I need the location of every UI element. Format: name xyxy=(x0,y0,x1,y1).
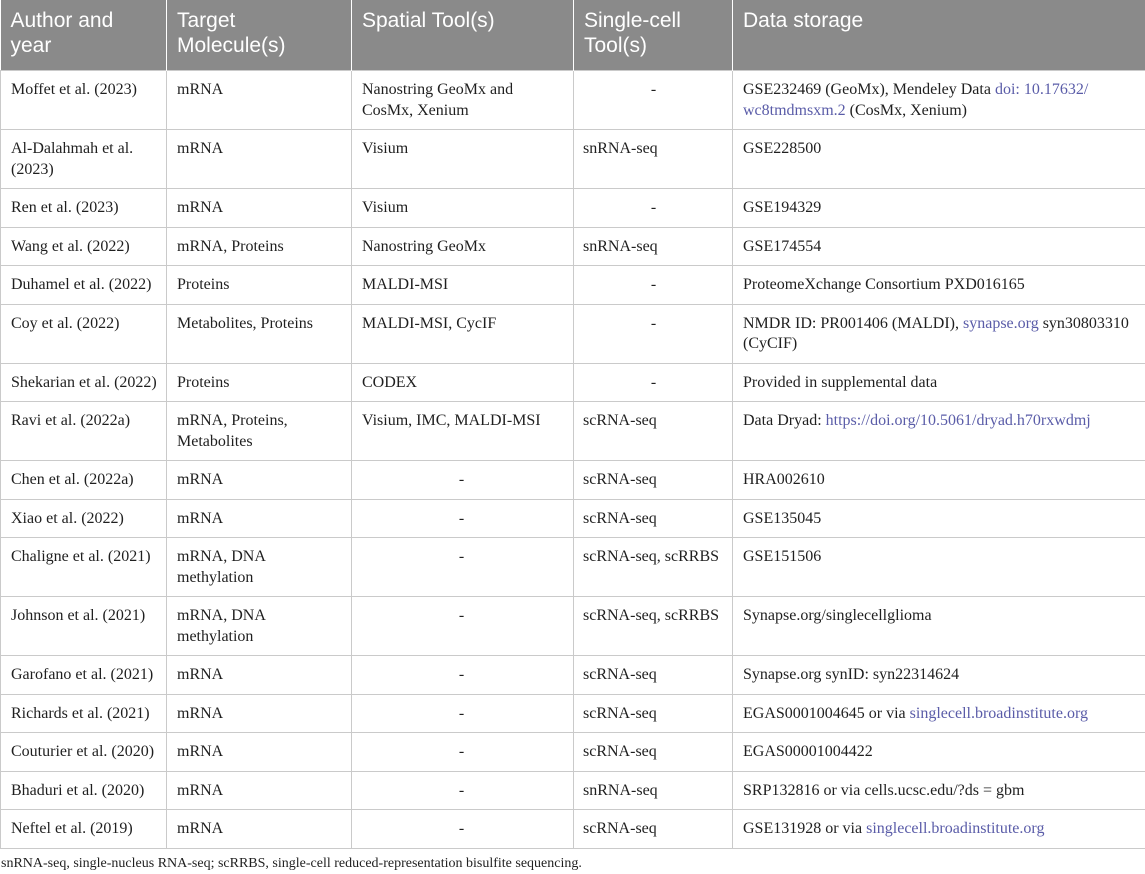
cell-author-year: Bhaduri et al. (2020) xyxy=(1,771,167,810)
storage-text: GSE174554 xyxy=(743,237,822,255)
storage-text: GSE194329 xyxy=(743,199,822,216)
cell-target-molecules: mRNA xyxy=(167,130,352,189)
storage-link[interactable]: singlecell.broadinstitute.org xyxy=(866,820,1045,837)
cell-target-molecules: mRNA xyxy=(167,499,352,538)
cell-single-cell-tools: snRNA-seq xyxy=(574,771,733,810)
cell-target-molecules: mRNA xyxy=(167,733,352,772)
table-row xyxy=(1,227,1145,266)
cell-author-year: Richards et al. (2021) xyxy=(1,694,167,733)
cell-data-storage xyxy=(733,810,1145,849)
cell-author-year: Ravi et al. (2022a) xyxy=(1,402,167,461)
cell-data-storage xyxy=(733,189,1145,228)
table-row xyxy=(1,656,1145,695)
cell-data-storage xyxy=(733,771,1145,810)
cell-target-molecules: mRNA, Proteins, Metabolites xyxy=(167,402,352,461)
table-row xyxy=(1,130,1145,189)
cell-single-cell-tools: scRNA-seq, scRRBS xyxy=(574,538,733,597)
cell-spatial-tools: - xyxy=(352,656,574,695)
storage-text: GSE151506 xyxy=(743,548,822,565)
table-footnote: snRNA-seq, single-nucleus RNA-seq; scRRBS, single-cell reduced-representation bisulfite sequencing. xyxy=(1,855,582,871)
cell-single-cell-tools: scRNA-seq xyxy=(574,694,733,733)
table-row xyxy=(1,499,1145,538)
cell-author-year: Ren et al. (2023) xyxy=(1,189,167,228)
cell-single-cell-tools: scRNA-seq, scRRBS xyxy=(574,597,733,656)
table-row xyxy=(1,304,1145,363)
cell-spatial-tools: Visium, IMC, MALDI-MSI xyxy=(352,402,574,461)
storage-text: Provided in supplemental data xyxy=(743,373,938,391)
storage-text: EGAS0001004645 or via xyxy=(743,704,910,722)
cell-target-molecules: mRNA xyxy=(167,656,352,695)
table-row xyxy=(1,363,1145,402)
cell-single-cell-tools: snRNA-seq xyxy=(574,130,733,189)
cell-author-year: Neftel et al. (2019) xyxy=(1,810,167,849)
cell-author-year: Xiao et al. (2022) xyxy=(1,499,167,538)
cell-data-storage xyxy=(733,71,1145,130)
storage-text: (CosMx, Xenium) xyxy=(845,101,967,119)
cell-author-year: Couturier et al. (2020) xyxy=(1,733,167,772)
cell-author-year: Coy et al. (2022) xyxy=(1,304,167,363)
cell-author-year: Chaligne et al. (2021) xyxy=(1,538,167,597)
cell-single-cell-tools: scRNA-seq xyxy=(574,402,733,461)
storage-text: ProteomeXchange Consortium PXD016165 xyxy=(743,276,1025,293)
cell-data-storage xyxy=(733,402,1145,461)
cell-single-cell-tools: scRNA-seq xyxy=(574,499,733,538)
storage-link[interactable]: synapse.org xyxy=(963,314,1039,332)
storage-link[interactable]: https://doi.org/10.5061/dryad.h70rxwdmj xyxy=(825,412,1091,429)
cell-spatial-tools: - xyxy=(352,538,574,597)
table-body xyxy=(1,71,1145,849)
cell-data-storage xyxy=(733,538,1145,597)
storage-text: GSE228500 xyxy=(743,140,822,157)
table-row xyxy=(1,402,1145,461)
cell-single-cell-tools: scRNA-seq xyxy=(574,733,733,772)
cell-spatial-tools: - xyxy=(352,733,574,772)
cell-data-storage xyxy=(733,694,1145,733)
cell-spatial-tools: Nanostring GeoMx and CosMx, Xenium xyxy=(352,71,574,130)
storage-text: HRA002610 xyxy=(743,471,825,488)
storage-text: NMDR ID: PR001406 (MALDI), xyxy=(743,314,963,332)
cell-author-year: Wang et al. (2022) xyxy=(1,227,167,266)
cell-target-molecules: Proteins xyxy=(167,266,352,305)
cell-author-year: Johnson et al. (2021) xyxy=(1,597,167,656)
table-row xyxy=(1,461,1145,500)
storage-text: EGAS00001004422 xyxy=(743,743,873,760)
cell-author-year: Al-Dalahmah et al. (2023) xyxy=(1,130,167,189)
cell-data-storage xyxy=(733,733,1145,772)
storage-text: Synapse.org synID: syn22314624 xyxy=(743,666,960,683)
storage-text: syn30803310 (CyCIF) xyxy=(743,314,1129,352)
cell-data-storage xyxy=(733,656,1145,695)
cell-target-molecules: mRNA, DNA methylation xyxy=(167,597,352,656)
cell-spatial-tools: CODEX xyxy=(352,363,574,402)
cell-single-cell-tools: scRNA-seq xyxy=(574,656,733,695)
cell-spatial-tools: Visium xyxy=(352,130,574,189)
table-row xyxy=(1,538,1145,597)
storage-text: SRP132816 or via cells.ucsc.edu/?ds = gbm xyxy=(743,781,1025,799)
cell-spatial-tools: Nanostring GeoMx xyxy=(352,227,574,266)
header-single-cell-tools: Single-cell Tool(s) xyxy=(574,0,733,71)
cell-author-year: Duhamel et al. (2022) xyxy=(1,266,167,305)
table-row xyxy=(1,810,1145,849)
header-target-molecules: Target Molecule(s) xyxy=(167,0,352,71)
cell-author-year: Chen et al. (2022a) xyxy=(1,461,167,500)
cell-target-molecules: Proteins xyxy=(167,363,352,402)
cell-single-cell-tools: - xyxy=(574,363,733,402)
cell-spatial-tools: - xyxy=(352,694,574,733)
cell-target-molecules: mRNA xyxy=(167,461,352,500)
cell-data-storage xyxy=(733,304,1145,363)
cell-data-storage xyxy=(733,227,1145,266)
cell-author-year: Moffet et al. (2023) xyxy=(1,71,167,130)
cell-spatial-tools: - xyxy=(352,771,574,810)
cell-single-cell-tools: - xyxy=(574,266,733,305)
cell-data-storage xyxy=(733,266,1145,305)
table-header xyxy=(1,0,1145,71)
cell-data-storage xyxy=(733,130,1145,189)
header-spatial-tools: Spatial Tool(s) xyxy=(352,0,574,71)
cell-spatial-tools: Visium xyxy=(352,189,574,228)
cell-target-molecules: Metabolites, Proteins xyxy=(167,304,352,363)
cell-target-molecules: mRNA xyxy=(167,771,352,810)
storage-text: GSE131928 or via xyxy=(743,820,867,837)
cell-target-molecules: mRNA xyxy=(167,694,352,733)
cell-single-cell-tools: scRNA-seq xyxy=(574,461,733,500)
table-row xyxy=(1,694,1145,733)
cell-spatial-tools: MALDI-MSI, CycIF xyxy=(352,304,574,363)
cell-data-storage xyxy=(733,499,1145,538)
table-row xyxy=(1,733,1145,772)
cell-single-cell-tools: snRNA-seq xyxy=(574,227,733,266)
cell-spatial-tools: - xyxy=(352,597,574,656)
table-row xyxy=(1,189,1145,228)
cell-single-cell-tools: scRNA-seq xyxy=(574,810,733,849)
table-row xyxy=(1,71,1145,130)
storage-link[interactable]: doi: 10.17632/wc8tmdmsxm.2 xyxy=(743,81,1089,119)
storage-link[interactable]: singlecell.broadinstitute.org xyxy=(909,704,1088,722)
cell-spatial-tools: - xyxy=(352,499,574,538)
cell-spatial-tools: MALDI-MSI xyxy=(352,266,574,305)
cell-data-storage xyxy=(733,461,1145,500)
cell-target-molecules: mRNA xyxy=(167,71,352,130)
cell-target-molecules: mRNA xyxy=(167,189,352,228)
storage-text: GSE232469 (GeoMx), Mendeley Data xyxy=(743,81,995,98)
cell-spatial-tools: - xyxy=(352,461,574,500)
cell-single-cell-tools: - xyxy=(574,71,733,130)
cell-author-year: Garofano et al. (2021) xyxy=(1,656,167,695)
header-author-year: Author and year xyxy=(1,0,167,71)
cell-data-storage xyxy=(733,597,1145,656)
table-row xyxy=(1,597,1145,656)
table-row xyxy=(1,266,1145,305)
header-data-storage: Data storage xyxy=(733,0,1145,71)
storage-text: Synapse.org/singlecellglioma xyxy=(743,607,932,624)
cell-target-molecules: mRNA, DNA methylation xyxy=(167,538,352,597)
cell-data-storage xyxy=(733,363,1145,402)
cell-spatial-tools: - xyxy=(352,810,574,849)
cell-author-year: Shekarian et al. (2022) xyxy=(1,363,167,402)
storage-text: Data Dryad: xyxy=(743,412,826,429)
header-row xyxy=(1,0,1145,71)
table-row xyxy=(1,771,1145,810)
cell-single-cell-tools: - xyxy=(574,304,733,363)
storage-text: GSE135045 xyxy=(743,509,822,527)
cell-single-cell-tools: - xyxy=(574,189,733,228)
cell-target-molecules: mRNA, Proteins xyxy=(167,227,352,266)
cell-target-molecules: mRNA xyxy=(167,810,352,849)
